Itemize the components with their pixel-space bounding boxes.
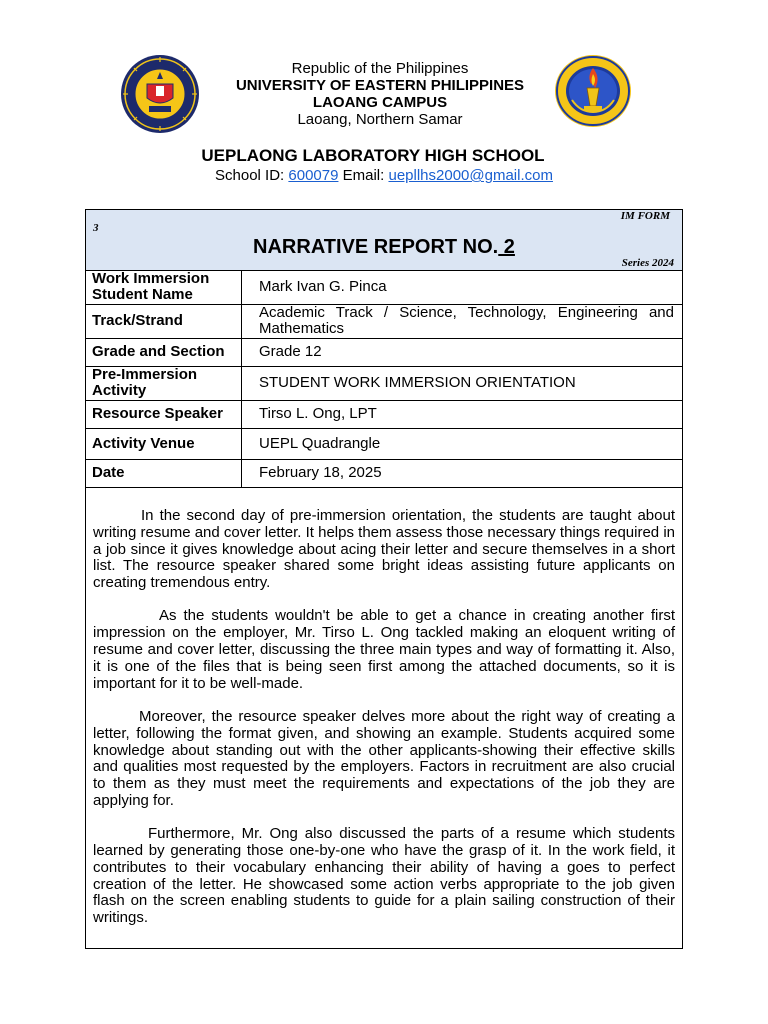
campus-location: Laoang, Northern Samar: [297, 111, 463, 128]
table-row: [86, 459, 682, 487]
school-name: UEPLAONG LABORATORY HIGH SCHOOL: [201, 146, 545, 165]
table-row: [86, 366, 682, 400]
report-title-text: NARRATIVE REPORT NO.: [253, 236, 499, 258]
report-number: 2: [498, 236, 515, 258]
table-row: [86, 270, 682, 304]
table-row: [86, 428, 682, 459]
row-value: STUDENT WORK IMMERSION ORIENTATION: [242, 366, 683, 400]
row-value: February 18, 2025: [242, 459, 683, 487]
campus-name: LAOANG CAMPUS: [312, 94, 448, 111]
row-value: UEPL Quadrangle: [242, 428, 683, 459]
table-row: [86, 400, 682, 428]
narrative-paragraph: Moreover, the resource speaker delves more about the right way of creating a letter, following the format given, and showing an example. Students acquired some knowledge about standing out with the other applicants-showing their effective skills and qualities most requested by the employers. Factors in recruitment are also crucial to them as they must meet the requirements and expectations of the job they are applying for.: [93, 707, 675, 809]
row-label: Activity Venue: [86, 428, 242, 459]
narrative-body: [93, 508, 675, 944]
row-label: Date: [86, 459, 242, 487]
report-title: [86, 236, 682, 259]
row-value: Mark Ivan G. Pinca: [242, 270, 683, 304]
narrative-report-form: [85, 209, 683, 949]
university-seal-icon: [120, 54, 200, 134]
row-value: Tirso L. Ong, LPT: [242, 400, 683, 428]
table-row: [86, 338, 682, 366]
narrative-paragraph: In the second day of pre-immersion orientation, the students are taught about writing resume and cover letter. It helps them assess those necessary things required in a job since it gives knowledge about acing their letter and secure themselves in a short list. The resource speaker shared some bright ideas assisting future applicants on creating tremendous entry.: [93, 507, 675, 592]
narrative-paragraph: As the students wouldn't be able to get a chance in creating another first impression on the employer, Mr. Tirso L. Ong tackled making an eloquent writing of resume and cover letter, discussing the three main types and way of formatting it. Also, it is one of the files that is being seen first among the attached documents, so it is important for it to be well-made.: [93, 607, 675, 692]
email-label: Email:: [342, 167, 385, 184]
form-code: IM FORM: [620, 210, 670, 222]
school-id-label: School ID:: [215, 167, 285, 184]
row-value: Academic Track / Science, Technology, Engineering and Mathematics: [242, 304, 683, 338]
report-banner: [86, 210, 682, 271]
row-label: Pre-Immersion Activity: [86, 366, 242, 400]
row-label: Work Immersion Student Name: [86, 270, 242, 304]
row-label: Grade and Section: [86, 338, 242, 366]
form-number: 3: [93, 222, 99, 234]
row-value: Grade 12: [242, 338, 683, 366]
series-label: Series 2024: [621, 257, 674, 269]
institution-header: [190, 60, 570, 128]
row-label: Track/Strand: [86, 304, 242, 338]
school-contact-line: [0, 167, 768, 184]
email-link[interactable]: uepllhs2000@gmail.com: [388, 167, 553, 184]
republic-line: Republic of the Philippines: [291, 60, 469, 77]
narrative-paragraph: Furthermore, Mr. Ong also discussed the parts of a resume which students learned by generating those one-by-one who have the grasp of it. In the work field, it contributes to their vocabulary enhancing their ability of having a goes to perfect creation of the letter. He showcased some action verbs appropriate to the job given flash on the screen enabling students to guide for a plain sailing construction of their writings.: [93, 825, 675, 927]
activity-info-table: [86, 270, 682, 488]
university-name: UNIVERSITY OF EASTERN PHILIPPINES: [235, 77, 525, 94]
school-id-link[interactable]: 600079: [288, 167, 339, 184]
table-row: [86, 304, 682, 338]
row-label: Resource Speaker: [86, 400, 242, 428]
